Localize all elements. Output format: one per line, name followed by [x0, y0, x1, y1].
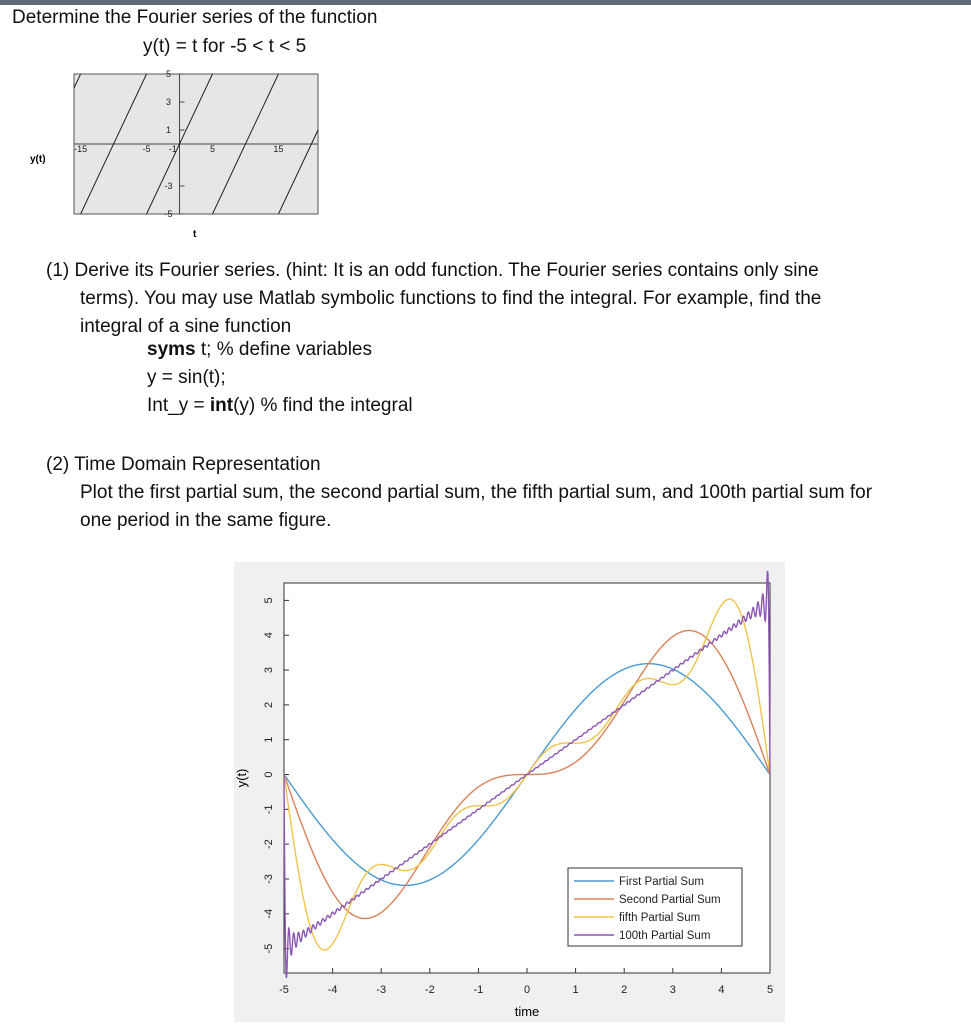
q1-line-3: integral of a sine function — [80, 316, 292, 337]
code-line-3-pre: Int_y = — [147, 395, 210, 416]
code-line-3-rest: (y) % find the integral — [233, 395, 413, 416]
y-tick-label: 3 — [262, 666, 275, 674]
int-keyword: int — [209, 395, 234, 416]
sawtooth-y-tick: 1 — [166, 125, 172, 135]
sawtooth-x-tick: -1 — [168, 144, 177, 154]
y-tick-label: 4 — [262, 632, 275, 639]
y-tick-label: -4 — [262, 908, 275, 919]
code-line-2: y = sin(t); — [147, 367, 226, 388]
y-tick-label: 5 — [262, 597, 275, 604]
legend-label: First Partial Sum — [619, 876, 704, 888]
sawtooth-ylabel: y(t) — [30, 154, 46, 165]
legend — [568, 868, 742, 946]
function-equation: y(t) = t for -5 < t < 5 — [143, 36, 307, 57]
q1-line-1: (1) Derive its Fourier series. (hint: It is an odd function. The Fourier series contains only sine — [46, 260, 819, 281]
x-tick-label: -1 — [473, 984, 484, 996]
problem-title: Determine the Fourier series of the function — [12, 7, 378, 28]
y-tick-label: 1 — [262, 736, 275, 743]
legend-label: Second Partial Sum — [619, 894, 721, 906]
x-tick-label: 4 — [718, 984, 725, 996]
y-tick-label: 2 — [262, 701, 275, 708]
y-tick-label: -2 — [262, 839, 275, 850]
sawtooth-x-tick: 5 — [209, 144, 215, 154]
syms-keyword: syms — [147, 339, 196, 360]
y-tick-label: -1 — [262, 804, 275, 815]
legend-label: 100th Partial Sum — [619, 930, 711, 942]
y-axis-label: y(t) — [234, 768, 249, 788]
x-tick-label: 0 — [523, 984, 531, 996]
sawtooth-y-tick: -5 — [164, 209, 173, 219]
x-tick-label: 1 — [572, 984, 579, 996]
code-line-1-rest: t; % define variables — [195, 339, 372, 360]
x-tick-label: 2 — [621, 984, 628, 996]
sawtooth-y-tick: -3 — [164, 181, 173, 191]
legend-label: fifth Partial Sum — [619, 912, 701, 924]
x-axis-label: time — [514, 1004, 540, 1019]
x-tick-label: -5 — [279, 984, 289, 996]
x-tick-label: 5 — [766, 984, 774, 996]
q2-line-2: Plot the first partial sum, the second partial sum, the fifth partial sum, and 100th partial sum for — [80, 482, 873, 503]
y-tick-label: 0 — [262, 771, 275, 778]
x-tick-label: 3 — [669, 984, 676, 996]
q1-line-2: terms). You may use Matlab symbolic functions to find the integral. For example, find the — [80, 288, 822, 309]
y-tick-label: -5 — [262, 943, 275, 954]
x-tick-label: -2 — [424, 984, 435, 996]
y-tick-label: -3 — [262, 874, 275, 884]
sawtooth-x-tick: -5 — [142, 144, 151, 154]
q2-line-1: (2) Time Domain Representation — [46, 454, 321, 475]
x-tick-label: -3 — [376, 984, 387, 996]
sawtooth-x-tick: -15 — [74, 144, 88, 154]
sawtooth-y-tick: 5 — [166, 69, 172, 79]
q2-line-3: one period in the same figure. — [80, 510, 332, 531]
x-tick-label: -4 — [327, 984, 338, 996]
sawtooth-xlabel: t — [193, 229, 197, 240]
sawtooth-x-tick: 15 — [273, 144, 284, 154]
sawtooth-y-tick: 3 — [166, 97, 172, 107]
